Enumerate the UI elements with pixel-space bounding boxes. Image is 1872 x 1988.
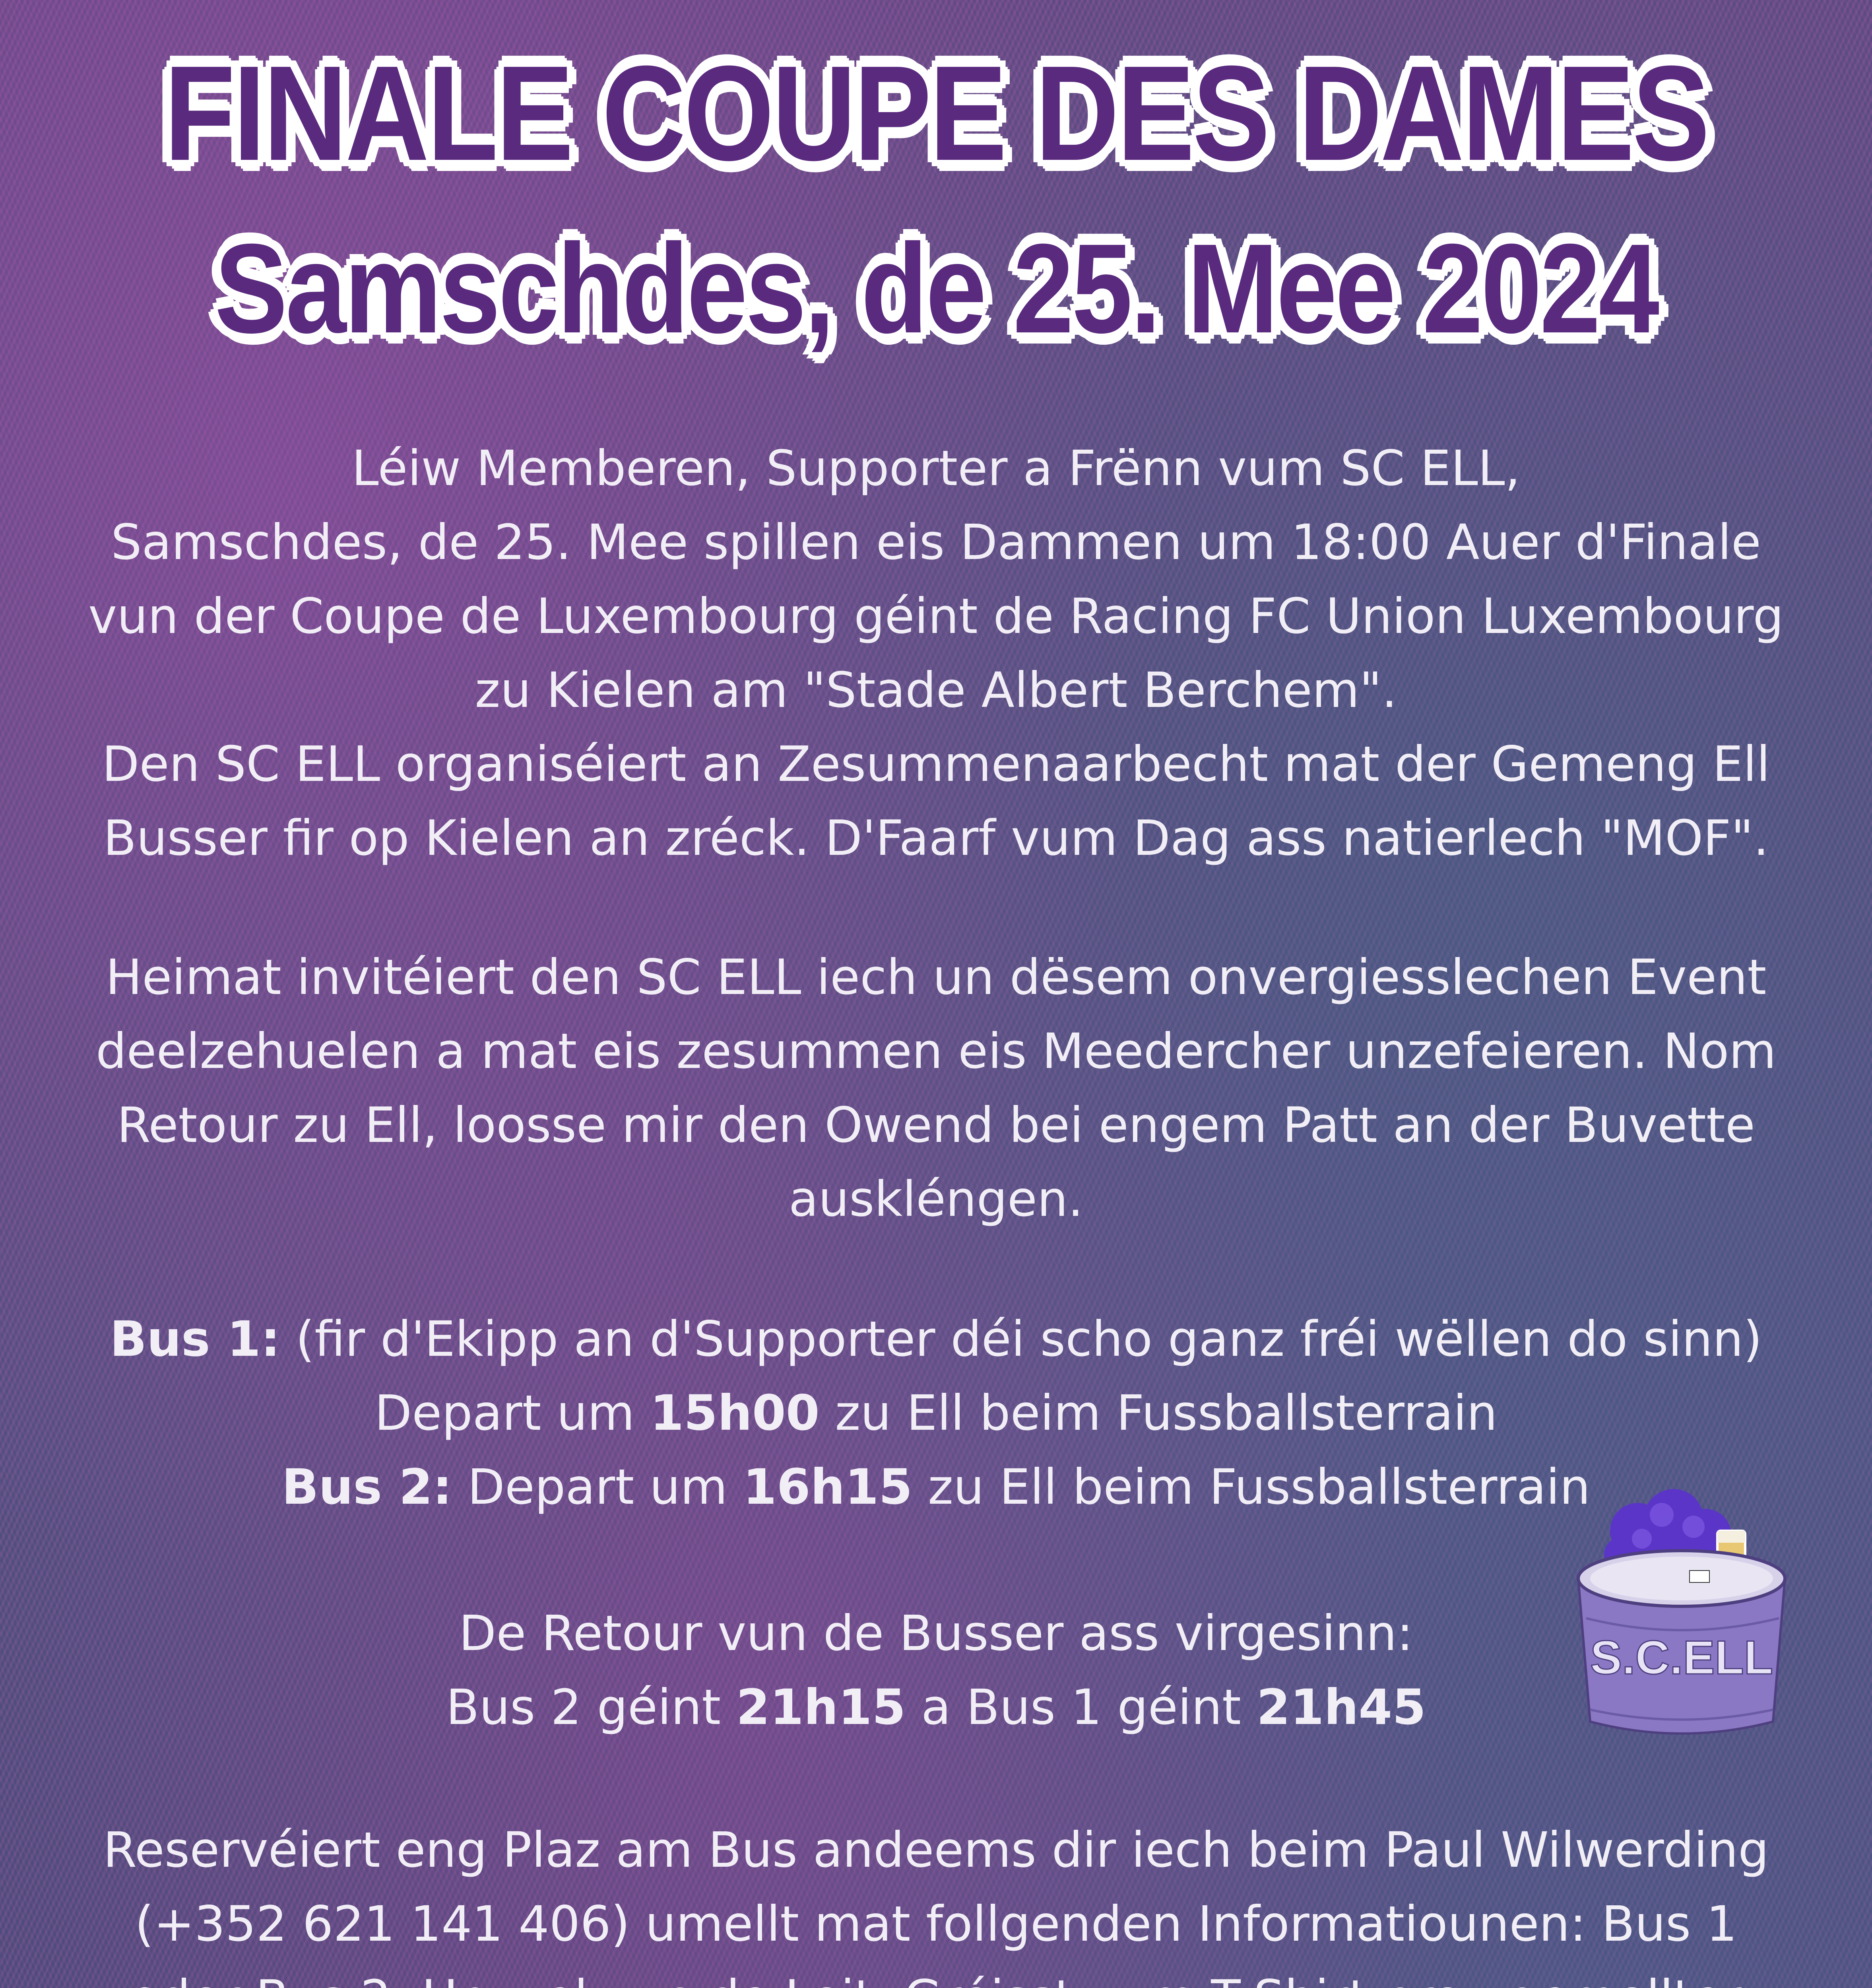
return-pre: Bus 2 géint <box>446 1679 736 1736</box>
bus2-label: Bus 2: <box>282 1459 452 1515</box>
bus1-depart-post: zu Ell beim Fussballsterrain <box>820 1385 1498 1441</box>
intro-line: Busser fir op Kielen an zréck. D'Faarf vum Dag ass natierlech "MOF". <box>48 801 1824 875</box>
return-time-1: 21h15 <box>736 1679 906 1736</box>
return-mid: a Bus 1 géint <box>906 1679 1256 1736</box>
bus1-label: Bus 1: <box>110 1311 280 1367</box>
bus1-desc: (fir d'Ekipp an d'Supporter déi scho ganz fréi wëllen do sinn) <box>280 1311 1762 1367</box>
date-title: Samschdes, de 25. Mee 2024 <box>131 215 1741 362</box>
bus2-depart-post: zu Ell beim Fussballsterrain <box>912 1459 1590 1515</box>
intro-line: Den SC ELL organiséiert an Zesummenaarbecht mat der Gemeng Ell <box>48 727 1824 801</box>
invite-line: deelzehuelen a mat eis zesummen eis Meedercher unzefeieren. Nom <box>48 1014 1824 1088</box>
return-time-2: 21h45 <box>1257 1679 1426 1736</box>
main-title: FINALE COUPE DES DAMES <box>131 38 1741 189</box>
drum-label: S.C.ELL <box>1590 1631 1773 1684</box>
intro-line: Léiw Memberen, Supporter a Frënn vum SC ELL, <box>48 431 1824 505</box>
reservation-line: (+352 621 141 406) umellt mat follgenden Informatiounen: Bus 1 <box>48 1887 1824 1961</box>
intro-line: vun der Coupe de Luxembourg géint de Racing FC Union Luxembourg <box>48 579 1824 653</box>
bus1-time: 15h00 <box>650 1385 819 1441</box>
invite-line: Retour zu Ell, loosse mir den Owend bei engem Patt an der Buvette <box>48 1088 1824 1162</box>
invite-line: auskléngen. <box>48 1162 1824 1236</box>
bus2-time: 16h15 <box>743 1459 912 1515</box>
intro-line: Samschdes, de 25. Mee spillen eis Dammen um 18:00 Auer d'Finale <box>48 505 1824 579</box>
intro-line: zu Kielen am "Stade Albert Berchem". <box>48 653 1824 727</box>
bus2-depart-pre: Depart um <box>452 1459 743 1515</box>
return-heading: De Retour vun de Busser ass virgesinn: <box>48 1596 1824 1670</box>
invite-line: Heimat invitéiert den SC ELL iech un dësem onvergiesslechen Event <box>48 940 1824 1014</box>
bus1-depart-pre: Depart um <box>374 1385 650 1441</box>
reservation-line: Reservéiert eng Plaz am Bus andeems dir iech beim Paul Wilwerding <box>48 1813 1824 1887</box>
